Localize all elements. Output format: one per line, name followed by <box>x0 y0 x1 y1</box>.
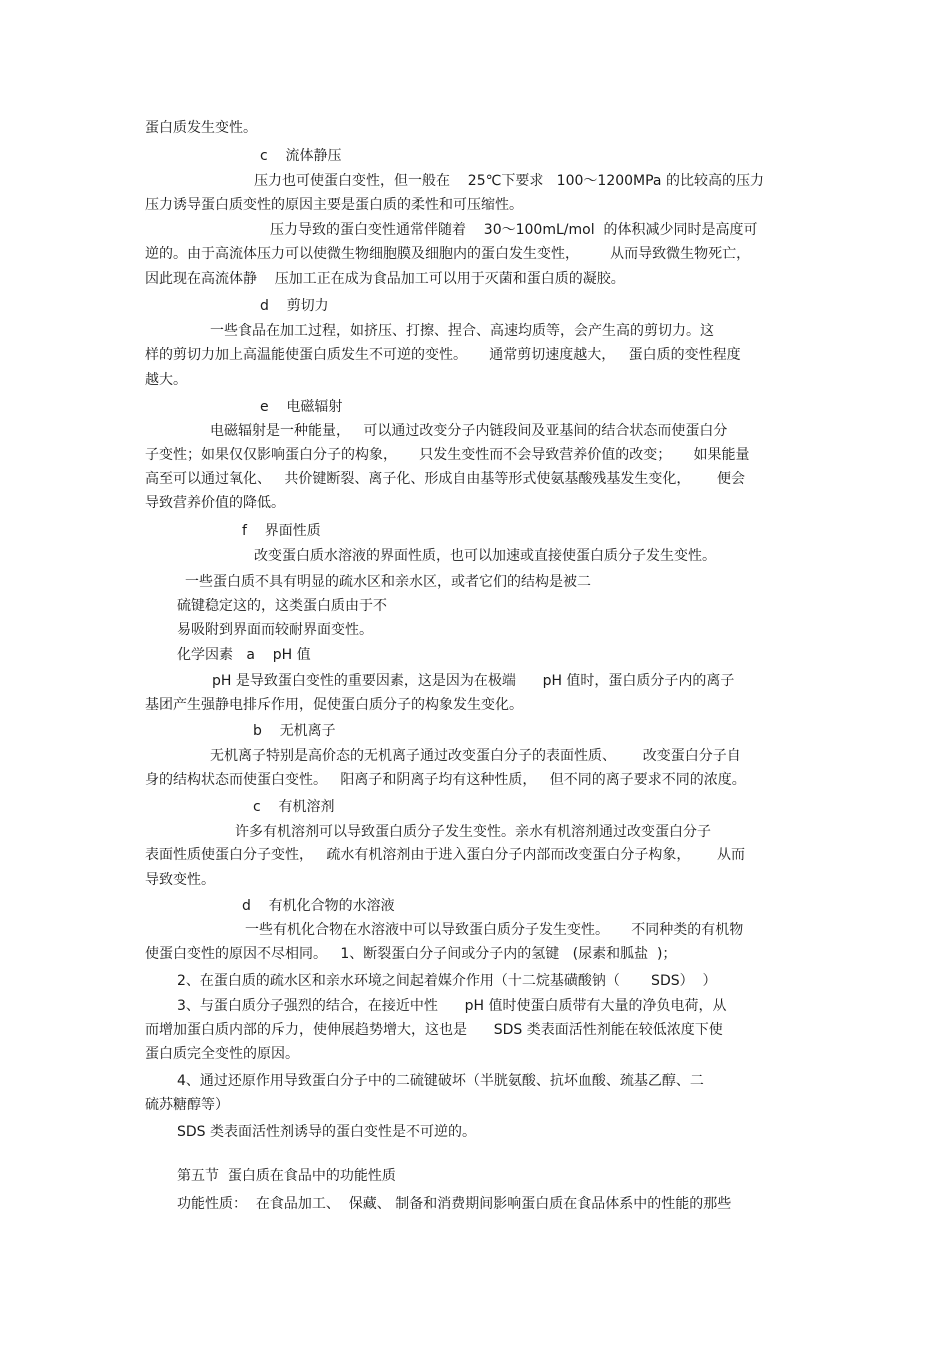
text-line: 4、通过还原作用导致蛋白分子中的二硫键破坏（半胱氨酸、抗坏血酸、巯基乙醇、二 <box>177 1073 704 1089</box>
text-line: pH 是导致蛋白变性的重要因素，这是因为在极端 pH 值时，蛋白质分子内的离子 <box>212 673 735 689</box>
text-line: 易吸附到界面而较耐界面变性。 <box>177 622 373 638</box>
text-line: 使蛋白变性的原因不尽相同。 1、断裂蛋白分子间或分子内的氢键 (尿素和胍盐 )； <box>145 946 677 962</box>
text-line: 身的结构状态而使蛋白变性。 阳离子和阴离子均有这种性质， 但不同的离子要求不同的浓度。 <box>145 772 746 788</box>
subsection-heading: b 无机离子 <box>253 723 336 739</box>
text-line: 一些有机化合物在水溶液中可以导致蛋白质分子发生变性。 不同种类的有机物 <box>245 922 744 938</box>
text-line: SDS 类表面活性剂诱导的蛋白变性是不可逆的。 <box>177 1124 477 1140</box>
text-line: 压力诱导蛋白质变性的原因主要是蛋白质的柔性和可压缩性。 <box>145 197 523 213</box>
text-line: 而增加蛋白质内部的斥力，使伸展趋势增大，这也是 SDS 类表面活性剂能在较低浓度下使 <box>145 1022 723 1038</box>
text-line: 一些食品在加工过程，如挤压、打擦、捏合、高速均质等，会产生高的剪切力。这 <box>210 323 714 339</box>
text-line: 无机离子特别是高价态的无机离子通过改变蛋白分子的表面性质、 改变蛋白分子自 <box>210 748 741 764</box>
text-line: 逆的。由于高流体压力可以使微生物细胞膜及细胞内的蛋白发生变性， 从而导致微生物死亡， <box>145 246 751 262</box>
text-line: 2、在蛋白质的疏水区和亲水环境之间起着媒介作用（十二烷基磺酸钠（ SDS） ） <box>177 973 717 989</box>
text-line: 3、与蛋白质分子强烈的结合，在接近中性 pH 值时使蛋白质带有大量的净负电荷，从 <box>177 998 727 1014</box>
text-line: 高至可以通过氧化、 共价键断裂、离子化、形成自由基等形式使氨基酸残基发生变化， 便会 <box>145 471 746 487</box>
subsection-heading: c 有机溶剂 <box>253 799 335 815</box>
text-line: 基团产生强静电排斥作用，促使蛋白质分子的构象发生变化。 <box>145 697 523 713</box>
text-line: 因此现在高流体静 压加工正在成为食品加工可以用于灭菌和蛋白质的凝胶。 <box>145 271 625 287</box>
text-line: 硫苏糖醇等） <box>145 1097 229 1113</box>
text-line: 硫键稳定这的，这类蛋白质由于不 <box>177 598 387 614</box>
text-line: 样的剪切力加上高温能使蛋白质发生不可逆的变性。 通常剪切速度越大， 蛋白质的变性程度 <box>145 347 741 363</box>
text-line: 导致变性。 <box>145 872 215 888</box>
text-line: 改变蛋白质水溶液的界面性质，也可以加速或直接使蛋白质分子发生变性。 <box>254 548 716 564</box>
subsection-heading: f 界面性质 <box>242 523 321 539</box>
text-line: 子变性；如果仅仅影响蛋白分子的构象， 只发生变性而不会导致营养价值的改变； 如果能量 <box>145 447 750 463</box>
subsection-heading: d 剪切力 <box>260 298 329 314</box>
text-line: 蛋白质完全变性的原因。 <box>145 1046 299 1062</box>
subsection-heading: 化学因素 a pH 值 <box>177 647 311 663</box>
text-line: 压力也可使蛋白变性，但一般在 25℃下要求 100～1200MPa 的比较高的压力 <box>254 173 764 189</box>
subsection-heading: c 流体静压 <box>260 148 342 164</box>
text-line: 表面性质使蛋白分子变性， 疏水有机溶剂由于进入蛋白分子内部而改变蛋白分子构象， 从而 <box>145 847 746 863</box>
text-line: 电磁辐射是一种能量， 可以通过改变分子内链段间及亚基间的结合状态而使蛋白分 <box>210 423 728 439</box>
text-line: 蛋白质发生变性。 <box>145 120 257 136</box>
text-line: 一些蛋白质不具有明显的疏水区和亲水区，或者它们的结构是被二 <box>185 574 591 590</box>
text-line: 压力导致的蛋白变性通常伴随着 30～100mL/mol 的体积减少同时是高度可 <box>270 222 758 238</box>
text-line: 功能性质： 在食品加工、 保藏、 制备和消费期间影响蛋白质在食品体系中的性能的那些 <box>177 1196 732 1212</box>
text-line: 许多有机溶剂可以导致蛋白质分子发生变性。亲水有机溶剂通过改变蛋白分子 <box>235 824 711 840</box>
text-line: 导致营养价值的降低。 <box>145 495 285 511</box>
section-heading: 第五节 蛋白质在食品中的功能性质 <box>177 1168 396 1184</box>
subsection-heading: d 有机化合物的水溶液 <box>242 898 395 914</box>
subsection-heading: e 电磁辐射 <box>260 399 343 415</box>
text-line: 越大。 <box>145 372 187 388</box>
